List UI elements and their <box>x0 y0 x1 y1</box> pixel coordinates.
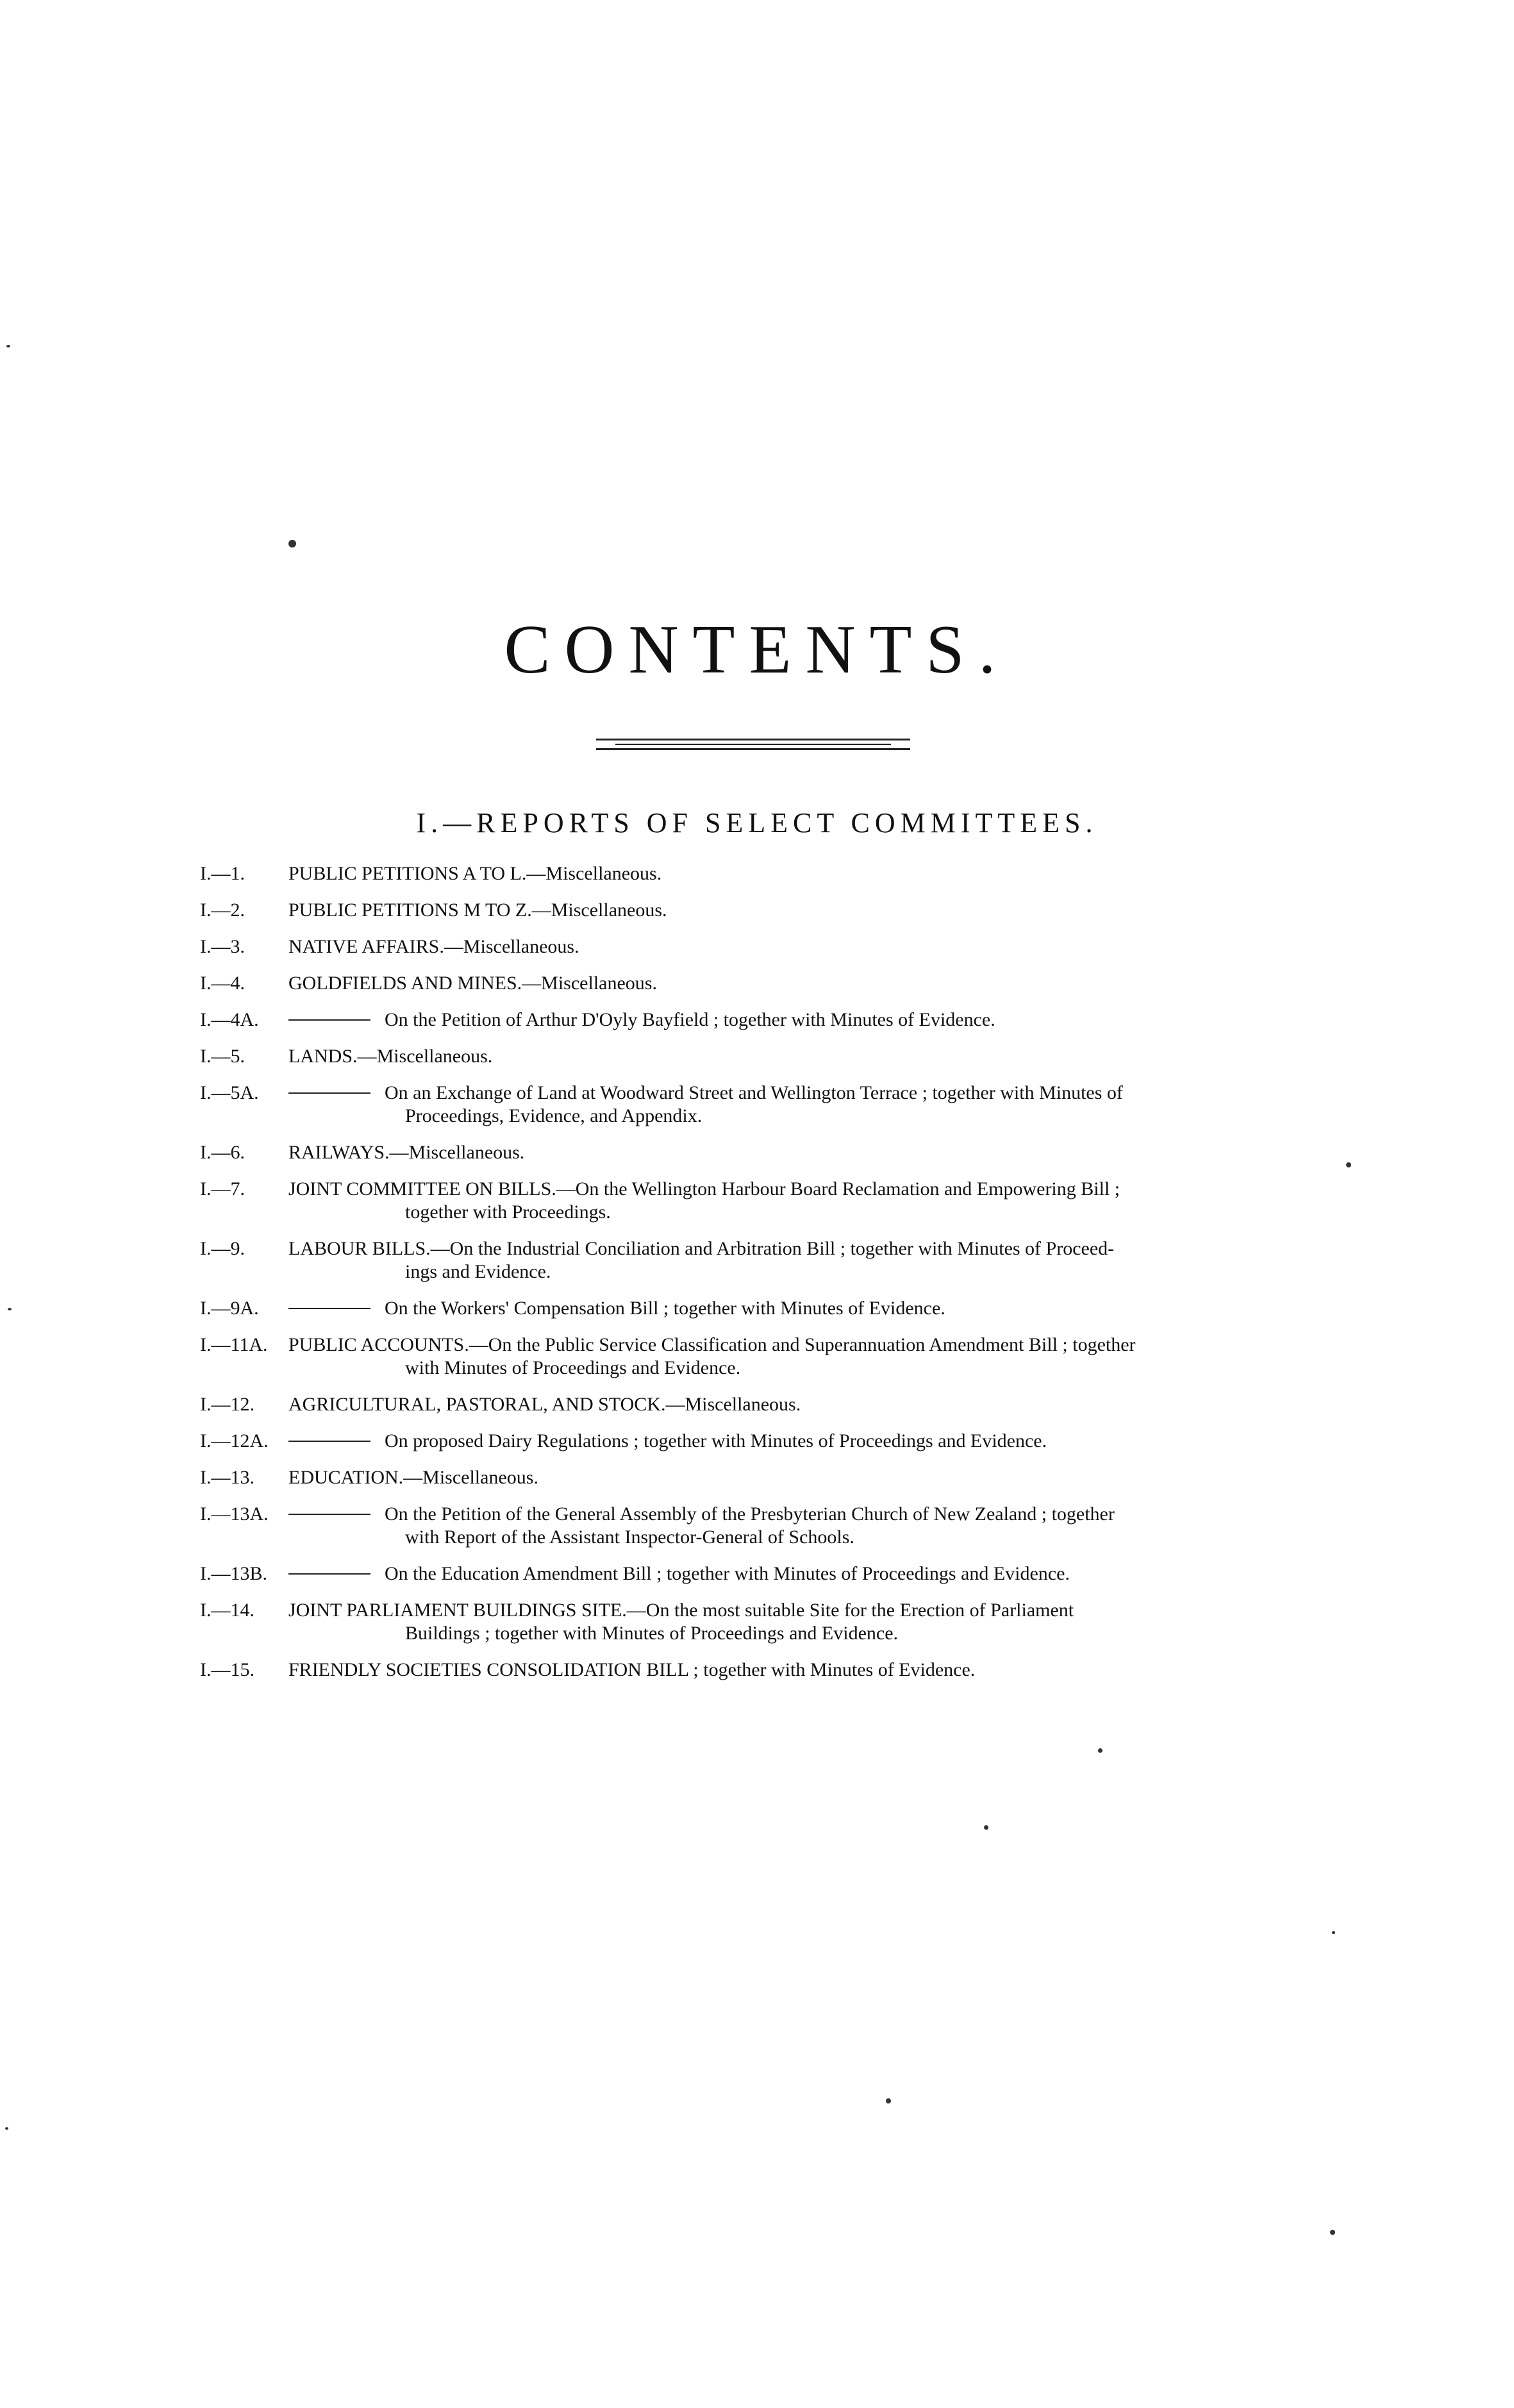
contents-entry <box>200 1008 1309 1032</box>
entry-continuation: with Report of the Assistant Inspector-General of Schools. <box>405 1526 854 1548</box>
entry-body <box>288 1082 1309 1128</box>
entry-text: PUBLIC PETITIONS M TO Z.—Miscellaneous. <box>288 899 667 921</box>
ditto-dash <box>288 1308 370 1309</box>
contents-entry <box>200 1082 1309 1128</box>
entry-continuation: Buildings ; together with Minutes of Proceedings and Evidence. <box>405 1623 899 1644</box>
contents-entry <box>200 935 1309 958</box>
contents-entry <box>200 1659 1309 1682</box>
entry-body <box>288 1466 1309 1489</box>
entry-code: I.—5. <box>200 1046 245 1067</box>
entry-body <box>288 899 1309 922</box>
entry-code: I.—13. <box>200 1467 254 1488</box>
entry-text: NATIVE AFFAIRS.—Miscellaneous. <box>288 936 579 957</box>
rule-line <box>596 739 910 740</box>
entry-code: I.—12. <box>200 1394 254 1415</box>
scan-speck <box>886 2098 891 2103</box>
entry-code: I.—4. <box>200 973 245 994</box>
entry-text: On the Workers' Compensation Bill ; together with Minutes of Evidence. <box>385 1298 945 1319</box>
entry-text: LABOUR BILLS.—On the Industrial Conciliation and Arbitration Bill ; together with Minutes of Proceed- <box>288 1238 1115 1259</box>
entry-code: I.—15. <box>200 1659 254 1680</box>
entry-code: I.—4A. <box>200 1009 259 1030</box>
contents-entry <box>200 1237 1309 1283</box>
scan-speck <box>1330 2230 1335 2235</box>
contents-entry <box>200 1599 1309 1645</box>
page-title: CONTENTS. <box>504 612 1010 688</box>
entry-text: On the Petition of Arthur D'Oyly Bayfield ; together with Minutes of Evidence. <box>385 1009 995 1030</box>
entry-code: I.—2. <box>200 899 245 921</box>
entry-text: On the Education Amendment Bill ; together with Minutes of Proceedings and Evidence. <box>385 1563 1070 1584</box>
entry-body <box>288 862 1309 885</box>
scan-speck <box>5 2127 8 2130</box>
entry-text: On an Exchange of Land at Woodward Street and Wellington Terrace ; together with Minutes of <box>385 1082 1123 1103</box>
section-heading: I.—REPORTS OF SELECT COMMITTEES. <box>416 807 1098 839</box>
scan-speck <box>1332 1931 1335 1934</box>
entry-code: I.—13A. <box>200 1503 269 1525</box>
entry-body <box>288 1045 1309 1068</box>
entry-continuation: Proceedings, Evidence, and Appendix. <box>405 1105 703 1126</box>
entry-text: FRIENDLY SOCIETIES CONSOLIDATION BILL ; together with Minutes of Evidence. <box>288 1659 976 1680</box>
scan-speck <box>8 1308 12 1310</box>
ditto-dash <box>288 1441 370 1442</box>
entry-text: EDUCATION.—Miscellaneous. <box>288 1467 538 1488</box>
scan-speck <box>6 345 10 347</box>
contents-entry <box>200 1178 1309 1224</box>
entry-code: I.—14. <box>200 1600 254 1621</box>
entry-text: On the Petition of the General Assembly of the Presbyterian Church of New Zealand ; together <box>385 1503 1115 1525</box>
entry-body <box>288 1430 1309 1453</box>
entry-code: I.—1. <box>200 863 245 884</box>
contents-entry <box>200 1466 1309 1489</box>
title-rule <box>596 739 910 753</box>
entry-code: I.—3. <box>200 936 245 957</box>
entry-text: PUBLIC ACCOUNTS.—On the Public Service Classification and Superannuation Amendment Bill ; together <box>288 1334 1136 1355</box>
scan-speck <box>1346 1162 1351 1167</box>
entry-continuation: together with Proceedings. <box>405 1201 611 1223</box>
entry-code: I.—7. <box>200 1178 245 1200</box>
entry-code: I.—9A. <box>200 1298 259 1319</box>
entry-code: I.—6. <box>200 1142 245 1163</box>
entry-text: On proposed Dairy Regulations ; together with Minutes of Proceedings and Evidence. <box>385 1430 1047 1451</box>
contents-entry <box>200 1334 1309 1380</box>
entry-body <box>288 1503 1309 1549</box>
entry-body <box>288 1562 1309 1585</box>
contents-entry <box>200 899 1309 922</box>
entry-body <box>288 1297 1309 1320</box>
contents-entry <box>200 1045 1309 1068</box>
contents-entry <box>200 1430 1309 1453</box>
rule-line <box>596 748 910 750</box>
entry-code: I.—5A. <box>200 1082 259 1103</box>
contents-entry <box>200 1503 1309 1549</box>
rule-line <box>615 744 891 745</box>
entry-continuation: ings and Evidence. <box>405 1261 551 1282</box>
contents-list <box>200 862 1309 1695</box>
entry-body <box>288 1659 1309 1682</box>
entry-text: PUBLIC PETITIONS A TO L.—Miscellaneous. <box>288 863 662 884</box>
entry-body <box>288 1008 1309 1032</box>
entry-text: JOINT PARLIAMENT BUILDINGS SITE.—On the most suitable Site for the Erection of Parliament <box>288 1600 1074 1621</box>
entry-text: GOLDFIELDS AND MINES.—Miscellaneous. <box>288 973 657 994</box>
entry-text: AGRICULTURAL, PASTORAL, AND STOCK.—Miscellaneous. <box>288 1394 801 1415</box>
ditto-dash <box>288 1019 370 1021</box>
contents-entry <box>200 1562 1309 1585</box>
contents-entry <box>200 1141 1309 1164</box>
entry-code: I.—12A. <box>200 1430 269 1451</box>
contents-entry <box>200 862 1309 885</box>
ditto-dash <box>288 1514 370 1515</box>
entry-body <box>288 935 1309 958</box>
entry-text: RAILWAYS.—Miscellaneous. <box>288 1142 525 1163</box>
scan-speck <box>288 540 296 548</box>
entry-continuation: with Minutes of Proceedings and Evidence. <box>405 1357 741 1378</box>
entry-body <box>288 1237 1309 1283</box>
contents-entry <box>200 972 1309 995</box>
entry-code: I.—9. <box>200 1238 245 1259</box>
entry-body <box>288 1599 1309 1645</box>
entry-code: I.—13B. <box>200 1563 267 1584</box>
contents-entry <box>200 1393 1309 1416</box>
entry-code: I.—11A. <box>200 1334 268 1355</box>
scan-speck <box>1098 1748 1102 1753</box>
entry-body <box>288 1141 1309 1164</box>
entry-body <box>288 1178 1309 1224</box>
entry-body <box>288 1334 1309 1380</box>
ditto-dash <box>288 1092 370 1094</box>
scan-speck <box>984 1825 988 1830</box>
entry-text: LANDS.—Miscellaneous. <box>288 1046 493 1067</box>
contents-entry <box>200 1297 1309 1320</box>
entry-text: JOINT COMMITTEE ON BILLS.—On the Wellington Harbour Board Reclamation and Empowering Bill ; <box>288 1178 1120 1200</box>
entry-body <box>288 1393 1309 1416</box>
ditto-dash <box>288 1573 370 1575</box>
entry-body <box>288 972 1309 995</box>
